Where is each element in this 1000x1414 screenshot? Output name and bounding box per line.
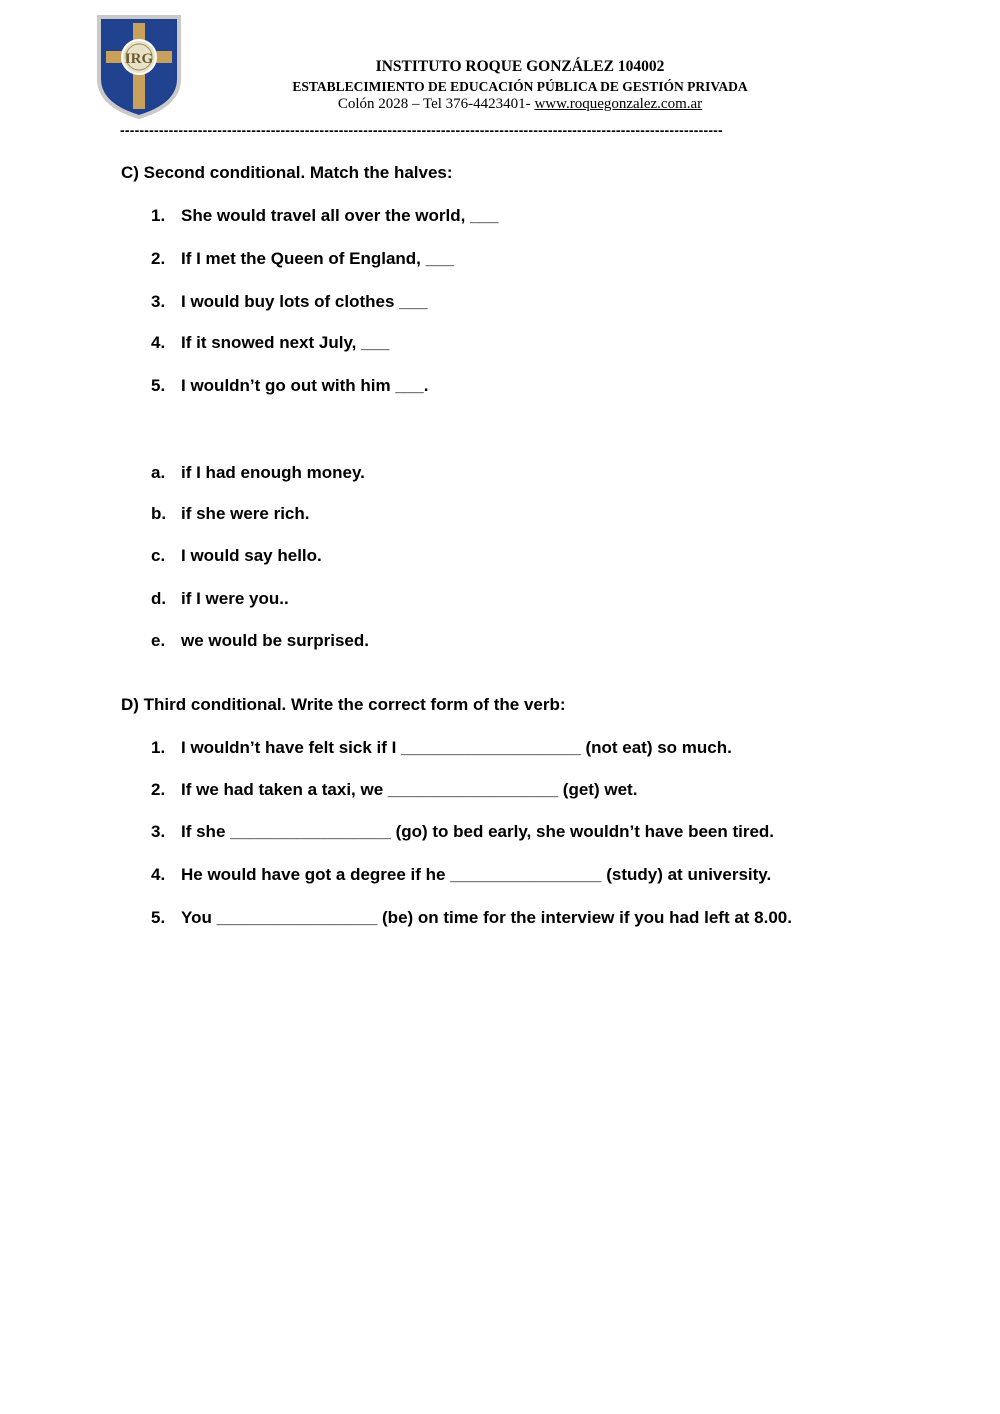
option-text: if she were rich.	[181, 504, 310, 523]
option-letter: a.	[151, 463, 166, 482]
section-c-item	[151, 333, 389, 353]
section-c-option	[151, 504, 310, 524]
header-divider: ----------------------------------------------------------------------------------------------------------------------------	[120, 122, 723, 138]
item-number: 5.	[151, 908, 166, 927]
item-text: You _________________ (be) on time for the interview if you had left at 8.00.	[181, 908, 792, 927]
section-c-item	[151, 249, 454, 269]
section-d-item	[151, 738, 732, 758]
item-number: 4.	[151, 333, 166, 352]
school-name: INSTITUTO ROQUE GONZÁLEZ 104002	[375, 58, 665, 75]
option-text: we would be surprised.	[181, 631, 369, 650]
svg-text:IRG: IRG	[124, 51, 154, 67]
item-text: If we had taken a taxi, we __________________ (get) wet.	[181, 780, 638, 799]
item-text: I would buy lots of clothes ___	[181, 292, 428, 311]
section-d-title: D) Third conditional. Write the correct form of the verb:	[121, 695, 566, 714]
option-text: I would say hello.	[181, 546, 322, 565]
section-c-item	[151, 206, 498, 226]
school-contact	[150, 96, 890, 113]
section-d-item	[151, 908, 792, 928]
option-text: if I were you..	[181, 589, 289, 608]
website-link[interactable]: www.roquegonzalez.com.ar	[534, 96, 703, 112]
section-c-item	[151, 292, 428, 312]
item-number: 1.	[151, 738, 166, 757]
section-c-title: C) Second conditional. Match the halves:	[121, 163, 453, 182]
section-c-option	[151, 589, 289, 609]
option-text: if I had enough money.	[181, 463, 365, 482]
option-letter: d.	[151, 589, 167, 608]
item-number: 2.	[151, 249, 166, 268]
item-text: If she _________________ (go) to bed early, she wouldn’t have been tired.	[181, 822, 775, 841]
item-text: He would have got a degree if he ________________ (study) at university.	[181, 865, 772, 884]
section-c-item	[151, 376, 428, 396]
section-c-option	[151, 631, 369, 651]
item-text: If it snowed next July, ___	[181, 333, 390, 352]
section-d-item	[151, 822, 774, 842]
contact-address-phone: Colón 2028 – Tel 376-4423401-	[337, 96, 535, 112]
option-letter: c.	[151, 546, 166, 565]
option-letter: b.	[151, 504, 167, 523]
item-number: 2.	[151, 780, 166, 799]
section-c-option	[151, 463, 365, 483]
item-number: 4.	[151, 865, 166, 884]
item-text: If I met the Queen of England, ___	[181, 249, 454, 268]
item-number: 3.	[151, 822, 166, 841]
section-d-item	[151, 865, 771, 885]
option-letter: e.	[151, 631, 166, 650]
item-text: She would travel all over the world, ___	[181, 206, 499, 225]
item-text: I wouldn’t go out with him ___.	[181, 376, 429, 395]
item-number: 5.	[151, 376, 166, 395]
item-text: I wouldn’t have felt sick if I ___________________ (not eat) so much.	[181, 738, 732, 757]
section-c-option	[151, 546, 322, 566]
section-d-item	[151, 780, 637, 800]
school-type: ESTABLECIMIENTO DE EDUCACIÓN PÚBLICA DE GESTIÓN PRIVADA	[292, 79, 748, 94]
item-number: 1.	[151, 206, 166, 225]
item-number: 3.	[151, 292, 166, 311]
